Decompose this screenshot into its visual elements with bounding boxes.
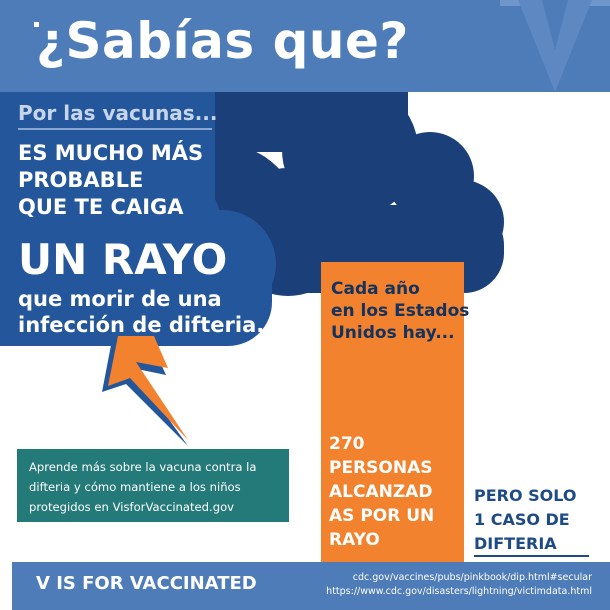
contrast-line: DIFTERIA [474, 534, 557, 553]
stat-figure-line: AS POR UN [329, 506, 435, 526]
header-banner [0, 0, 610, 92]
page-title: ¿Sabías que? [36, 12, 409, 70]
intro-text: Por las vacunas... [18, 101, 218, 125]
stat-lead-line: Cada año [331, 279, 420, 299]
learn-more-line: Aprende más sobre la vacuna contra la [29, 460, 257, 474]
intro-underline [18, 128, 212, 130]
claim-tail-line: que morir de una [18, 287, 222, 311]
contrast-underline [474, 555, 589, 557]
stat-figure-line: 270 [329, 434, 365, 454]
source-citations [326, 571, 592, 599]
v-logo-icon [500, 0, 610, 92]
contrast-line: PERO SOLO [474, 486, 577, 505]
learn-more-line: protegidos en VisforVaccinated.gov [29, 500, 235, 514]
footer-banner [12, 562, 610, 610]
learn-more-line: difteria y cómo mantiene a los niños [29, 480, 241, 494]
claim-line: QUE TE CAIGA [18, 195, 184, 219]
claim-tail [18, 286, 264, 338]
stat-figure-line: PERSONAS [329, 458, 433, 478]
claim-line: ES MUCHO MÁS [18, 141, 204, 165]
contrast-text [474, 484, 577, 556]
learn-more-box [17, 449, 289, 522]
stat-figure-line: ALCANZAD [329, 482, 433, 502]
source-link: cdc.gov/vaccines/pubs/pinkbook/dip.html#secular [352, 572, 592, 583]
claim-line: PROBABLE [18, 168, 144, 192]
contrast-line: 1 CASO DE [474, 510, 570, 529]
claim-tail-line: infección de difteria. [18, 313, 265, 337]
source-link: https://www.cdc.gov/disasters/lightning/victimdata.html [326, 586, 592, 597]
lightning-bolt-icon [102, 336, 188, 446]
campaign-title: V IS FOR VACCINATED [36, 573, 257, 594]
stat-lead-line: en los Estados [331, 301, 470, 321]
stat-lead [331, 278, 469, 344]
stat-figure [329, 432, 434, 552]
stat-lead-line: Unidos hay... [331, 323, 455, 343]
claim-headline [18, 140, 203, 221]
stat-figure-line: RAYO [329, 530, 380, 550]
claim-highlight: UN RAYO [18, 235, 228, 284]
